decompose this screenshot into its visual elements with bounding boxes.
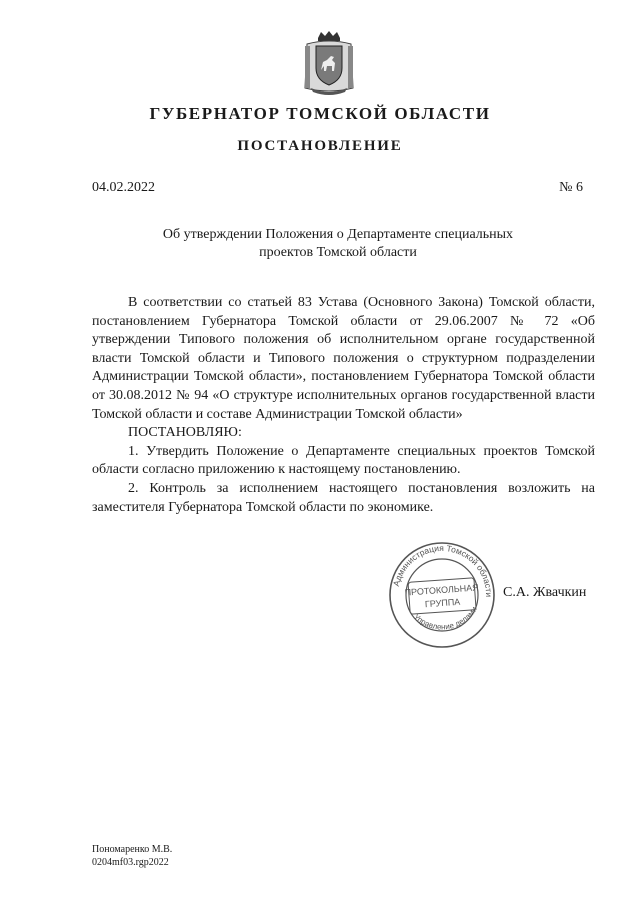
stamp-ring-text: Администрация Томской области [390, 542, 495, 598]
document-date: 04.02.2022 [92, 180, 155, 195]
subject-line-2: проектов Томской области [259, 245, 417, 260]
signatory-name: С.А. Жвачкин [503, 585, 587, 600]
decree-word: ПОСТАНОВЛЯЮ: [128, 425, 242, 441]
document-type: ПОСТАНОВЛЕНИЕ [237, 138, 403, 154]
stamp-center-line-2: ГРУППА [424, 596, 461, 610]
document-body [92, 294, 595, 517]
document-code: 0204mf03.rgp2022 [92, 857, 169, 868]
document-subject [92, 226, 584, 262]
stamp-bottom-text: Управление делами [411, 604, 479, 632]
document-number: № 6 [559, 180, 583, 195]
executor-block [92, 843, 172, 869]
stamp-center-line-1: ПРОТОКОЛЬНАЯ [404, 582, 480, 598]
executor-name: Пономаренко М.В. [92, 844, 173, 855]
subject-line-1: Об утверждении Положения о Департаменте специальных [162, 227, 514, 242]
tomsk-coat-of-arms-icon [301, 30, 357, 96]
decree-item-2: 2. Контроль за исполнением настоящего постановления возложить на заместителя Губернатора Томской области по экономике. [92, 480, 595, 515]
preamble-paragraph: В соответствии со статьей 83 Устава (Основного Закона) Томской области, постановлением Губернатора Томской области от 29.06.2007 № 72 «Об утверждении Типового положения об исполнительном органе государственной власти Томской области и Типового положения о структурном подразделении Администрации Томской области», постановлением Губернатора Томской области от 30.08.2012 № 94 «О структуре исполнительных органов государственной власти Томской области и составе Администрации Томской области» [92, 295, 595, 422]
issuer-title: ГУБЕРНАТОР ТОМСКОЙ ОБЛАСТИ [149, 104, 491, 123]
decree-item-1: 1. Утвердить Положение о Департаменте специальных проектов Томской области согласно приложению к настоящему постановлению. [92, 443, 595, 478]
official-stamp [382, 540, 502, 650]
